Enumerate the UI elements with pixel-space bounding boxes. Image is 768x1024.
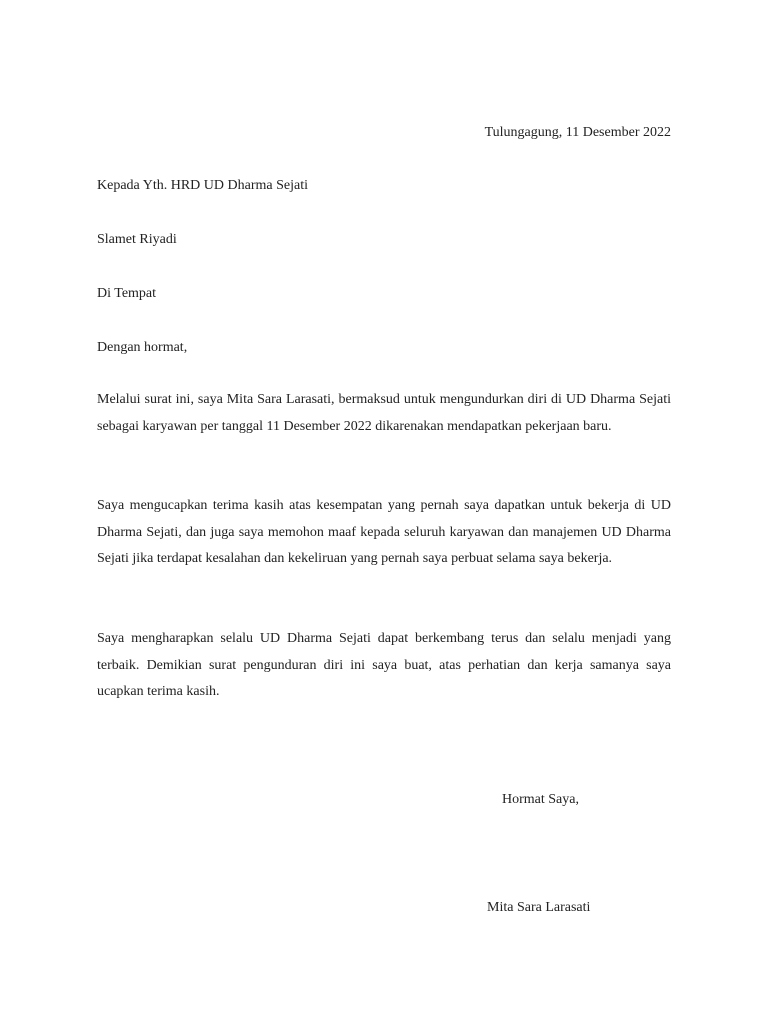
closing-line: Hormat Saya,: [502, 792, 579, 807]
signer-name: Mita Sara Larasati: [487, 900, 591, 915]
body-paragraph-1: Melalui surat ini, saya Mita Sara Larasati, bermaksud untuk mengundurkan diri di UD Dharma Sejati sebagai karyawan per tanggal 11 Desember 2022 dikarenakan mendapatkan pekerjaan baru.: [97, 392, 671, 434]
date-line: Tulungagung, 11 Desember 2022: [484, 125, 671, 140]
recipient-name: Slamet Riyadi: [97, 232, 177, 247]
recipient-line: Kepada Yth. HRD UD Dharma Sejati: [97, 178, 308, 193]
place-line: Di Tempat: [97, 286, 157, 301]
body-paragraph-2: Saya mengucapkan terima kasih atas kesempatan yang pernah saya dapatkan untuk bekerja di UD Dharma Sejati, dan juga saya memohon maaf kepada seluruh karyawan dan manajemen UD Dharma Sejati jika terdapat kesalahan dan kekeliruan yang pernah saya perbuat selama saya bekerja.: [97, 498, 671, 566]
body-paragraph-3: Saya mengharapkan selalu UD Dharma Sejati dapat berkembang terus dan selalu menjadi yang terbaik. Demikian surat pengunduran diri ini saya buat, atas perhatian dan kerja samanya saya ucapkan terima kasih.: [97, 631, 671, 699]
salutation: Dengan hormat,: [97, 340, 188, 355]
